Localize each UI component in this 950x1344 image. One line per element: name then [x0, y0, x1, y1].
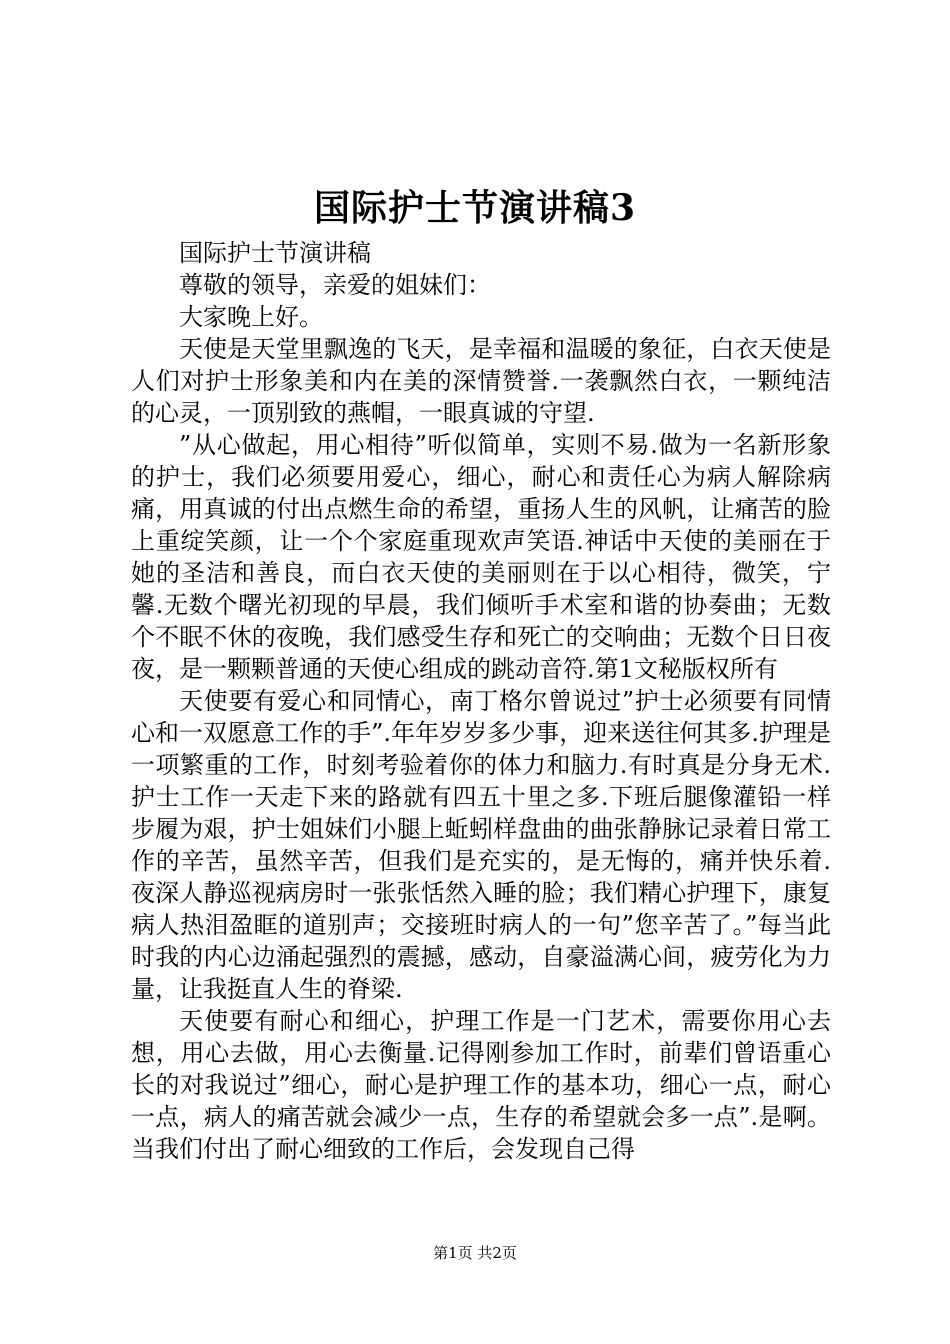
paragraph: 国际护士节演讲稿 [179, 239, 371, 267]
page-title: 国际护士节演讲稿3 [313, 187, 637, 229]
paragraph: ”从心做起，用心相待”听似简单，实则不易.做为一名新形象的护士，我们必须要用爱心，细心，耐心和责任心为病人解除病痛，用真诚的付出点燃生命的希望，重扬人生的风帆，让痛苦的脸上重绽笑颜，让一个个家庭重现欢声笑语.神话中天使的美丽在于她的圣洁和善良，而白衣天使的美丽则在于以心相待，微笑，宁馨.无数个曙光初现的早晨，我们倾听手术室和谐的协奏曲；无数个不眠不休的夜晚，我们感受生存和死亡的交响曲；无数个日日夜夜，是一颗颗普通的天使心组成的跳动音符.第1文秘版权所有 [131, 431, 831, 683]
paragraph: 尊敬的领导，亲爱的姐妹们： [179, 271, 491, 299]
paragraph: 天使是天堂里飘逸的飞天，是幸福和温暖的象征，白衣天使是人们对护士形象美和内在美的深情赞誉.一袭飘然白衣，一颗纯洁的心灵，一顶别致的燕帽，一眼真诚的守望. [131, 335, 831, 427]
paragraph: 天使要有耐心和细心，护理工作是一门艺术，需要你用心去想，用心去做，用心去衡量.记得刚参加工作时，前辈们曾语重心长的对我说过”细心，耐心是护理工作的基本功，细心一点，耐心一点，病人的痛苦就会减少一点，生存的希望就会多一点”.是啊。当我们付出了耐心细致的工作后，会发现自己得 [131, 1007, 831, 1163]
paragraph: 天使要有爱心和同情心，南丁格尔曾说过”护士必须要有同情心和一双愿意工作的手”.年年岁岁多少事，迎来送往何其多.护理是一项繁重的工作，时刻考验着你的体力和脑力.有时真是分身无术.护士工作一天走下来的路就有四五十里之多.下班后腿像灌铅一样步履为艰，护士姐妹们小腿上蚯蚓样盘曲的曲张静脉记录着日常工作的辛苦，虽然辛苦，但我们是充实的，是无悔的，痛并快乐着.夜深人静巡视病房时一张张恬然入睡的脸；我们精心护理下，康复病人热泪盈眶的道别声；交接班时病人的一句”您辛苦了。”每当此时我的内心边涌起强烈的震撼，感动，自豪溢满心间，疲劳化为力量，让我挺直人生的脊梁. [131, 687, 831, 1003]
paragraph: 大家晚上好。 [179, 303, 323, 331]
page-footer: 第1页 共2页 [433, 1244, 517, 1262]
document-body [131, 237, 831, 1165]
